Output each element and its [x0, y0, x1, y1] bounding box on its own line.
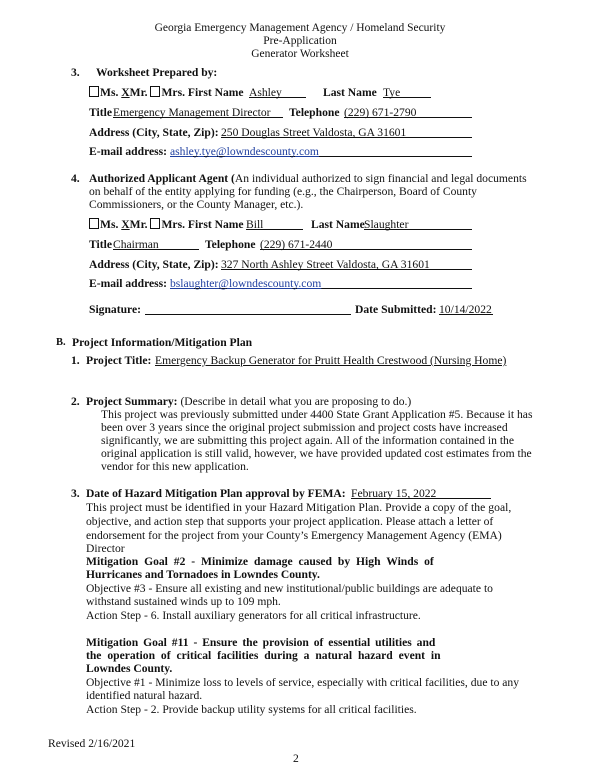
mitigation-goal2-line1: Mitigation Goal #2 - Minimize damage caused by High Winds of — [86, 555, 434, 568]
objective1-line1: Objective #1 - Minimize loss to levels of service, especially with critical facilities, due to any — [86, 676, 520, 689]
agent-address-label: Address (City, State, Zip): — [89, 258, 219, 271]
project-title-label: Project Title: — [86, 354, 152, 367]
agent-email-link[interactable]: bslaughter@lowndescounty.com — [170, 277, 322, 290]
telephone-label: Telephone — [289, 106, 340, 119]
title-value: Emergency Management Director — [113, 106, 271, 119]
signature-field[interactable] — [145, 303, 351, 319]
address-label: Address (City, State, Zip): — [89, 126, 219, 139]
plan-instructions-line2: objective, and action step that supports your project application. Please attach a letter of — [86, 515, 494, 528]
section4-desc-line2: on behalf of the entity applying for funding (e.g., the Chairperson, Board of County — [89, 185, 477, 198]
project-summary-line5: vendor for this new application. — [101, 460, 249, 473]
mitigation-goal2-line2: Hurricanes and Tornadoes in Lowndes County. — [86, 568, 320, 581]
last-name-label: Last Name — [323, 86, 377, 99]
section3-name-row: Ms. XMr. Mrs. First Name — [89, 86, 244, 100]
plan-instructions-line3: endorsement for the project from your County’s Emergency Management Agency (EMA) — [86, 529, 502, 542]
agent-telephone-value: (229) 671-2440 — [260, 238, 333, 251]
project-summary-line1: This project was previously submitted under 4400 State Grant Application #5. Because it has — [101, 408, 533, 421]
title-label: Title — [89, 106, 112, 119]
mitigation-goal11-line1: Mitigation Goal #11 - Ensure the provision of essential utilities and — [86, 636, 436, 649]
selected-mark: X — [121, 218, 130, 231]
agent-email-label: E-mail address: — [89, 277, 168, 290]
item1-number: 1. — [71, 354, 80, 367]
first-name-value: Ashley — [249, 86, 282, 99]
agent-address-value: 327 North Ashley Street Valdosta, GA 31601 — [221, 258, 430, 271]
agent-title-value: Chairman — [113, 238, 159, 251]
plan-instructions-line1: This project must be identified in your Hazard Mitigation Plan. Provide a copy of the goal, — [86, 501, 512, 514]
agent-last-name-value: Slaughter — [364, 218, 409, 231]
project-summary-line2: been over 3 years since the original project submission and project costs have increased — [101, 421, 508, 434]
item2-number: 2. — [71, 395, 80, 408]
plan-approval-date: February 15, 2022 — [351, 487, 437, 500]
project-summary-label: Project Summary: — [86, 395, 178, 408]
action-step-6: Action Step - 6. Install auxiliary generators for all critical infrastructure. — [86, 609, 421, 622]
project-summary-line3: significantly, we are submitting this project again. All of the information contained in the — [101, 434, 514, 447]
agent-telephone-label: Telephone — [205, 238, 256, 251]
telephone-value: (229) 671-2790 — [344, 106, 417, 119]
agent-last-name-label: Last Name — [311, 218, 365, 231]
section4-number: 4. — [71, 172, 80, 185]
objective3-line1: Objective #3 - Ensure all existing and new institutional/public buildings are adequate to — [86, 582, 493, 595]
ms-checkbox[interactable] — [89, 218, 99, 229]
page-number: 2 — [293, 752, 299, 765]
ms-checkbox[interactable] — [89, 86, 99, 97]
header-preapplication: Pre-Application — [263, 35, 337, 47]
email-label: E-mail address: — [89, 145, 168, 158]
objective1-line2: identified natural hazard. — [86, 689, 203, 702]
plan-instructions-line4: Director — [86, 542, 125, 555]
section4-heading-row: Authorized Applicant Agent (An individual authorized to sign financial and legal documents — [89, 172, 527, 185]
signature-label: Signature: — [89, 303, 141, 316]
action-step-2: Action Step - 2. Provide backup utility systems for all critical facilities. — [86, 703, 417, 716]
section4-desc-line3: Commissioners, or the County Manager, etc.). — [89, 198, 304, 211]
agent-title-label: Title — [89, 238, 112, 251]
revised-date: Revised 2/16/2021 — [48, 737, 136, 750]
selected-mark: X — [121, 86, 130, 99]
sectionB-heading: Project Information/Mitigation Plan — [72, 336, 253, 349]
project-title-value: Emergency Backup Generator for Pruitt Health Crestwood (Nursing Home) — [155, 354, 507, 367]
mrs-checkbox[interactable] — [150, 86, 160, 97]
project-summary-line4: original application is still valid, however, we have provided updated cost estimates from the — [101, 447, 532, 460]
last-name-value: Tye — [383, 86, 401, 99]
mitigation-goal11-line2: the operation of critical facilities during a natural hazard event in — [86, 649, 441, 662]
header-worksheet: Generator Worksheet — [251, 48, 349, 60]
section4-name-row: Ms. XMr. Mrs. First Name — [89, 218, 244, 232]
email-link[interactable]: ashley.tye@lowndescounty.com — [170, 145, 319, 158]
section3-heading: Worksheet Prepared by: — [96, 66, 218, 79]
item3-number: 3. — [71, 487, 80, 500]
agent-first-name-value: Bill — [246, 218, 264, 231]
address-value: 250 Douglas Street Valdosta, GA 31601 — [221, 126, 407, 139]
date-submitted-label: Date Submitted: — [355, 303, 437, 316]
sectionB-letter: B. — [56, 337, 66, 348]
plan-approval-label: Date of Hazard Mitigation Plan approval by FEMA: — [86, 487, 346, 500]
project-summary-row: Project Summary: (Describe in detail what you are proposing to do.) — [86, 395, 412, 408]
mitigation-goal11-line3: Lowndes County. — [86, 662, 173, 675]
header-agency: Georgia Emergency Management Agency / Homeland Security — [154, 22, 446, 34]
mrs-checkbox[interactable] — [150, 218, 160, 229]
date-submitted-value: 10/14/2022 — [439, 303, 492, 316]
section3-number: 3. — [71, 66, 80, 79]
objective3-line2: withstand sustained winds up to 109 mph. — [86, 595, 281, 608]
